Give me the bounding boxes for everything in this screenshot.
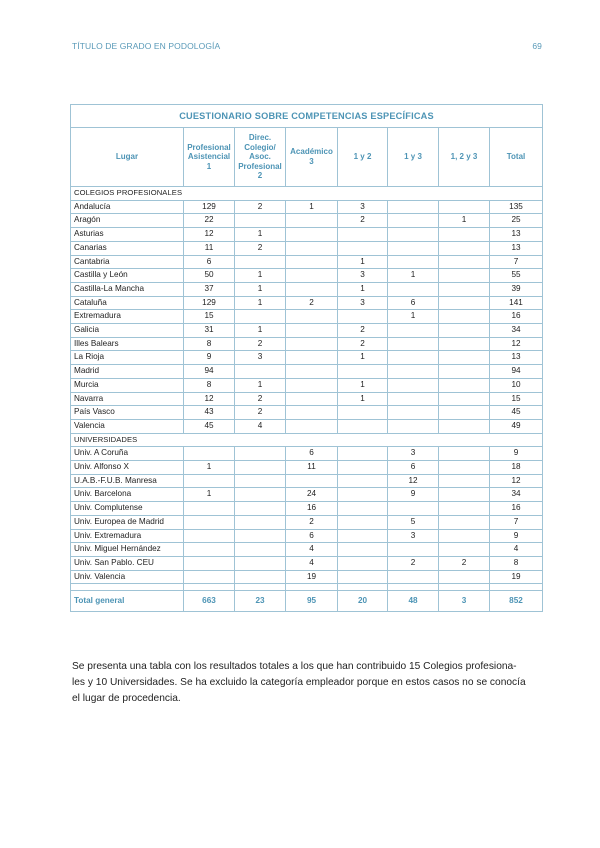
section-label: COLEGIOS PROFESIONALES: [71, 187, 543, 201]
table-cell: 2: [235, 241, 286, 255]
table-cell: [338, 419, 388, 433]
column-header: Direc. Colegio/ Asoc. Profesional 2: [235, 128, 286, 187]
table-cell: 11: [286, 461, 338, 475]
spacer-cell: [490, 584, 543, 591]
table-cell: 15: [184, 310, 235, 324]
table-cell: [439, 474, 490, 488]
table-cell: [235, 214, 286, 228]
running-title: TÍTULO DE GRADO EN PODOLOGÍA: [72, 41, 221, 51]
table-cell: [439, 365, 490, 379]
paragraph-line: el lugar de procedencia.: [72, 693, 181, 704]
row-label: Univ. A Coruña: [71, 447, 184, 461]
table-body: [71, 187, 543, 612]
table-cell: [184, 515, 235, 529]
table-cell: 129: [184, 200, 235, 214]
table-cell: 55: [490, 269, 543, 283]
row-label: Valencia: [71, 419, 184, 433]
row-label: Aragón: [71, 214, 184, 228]
table-cell: [439, 200, 490, 214]
spacer-cell: [439, 584, 490, 591]
table-cell: 6: [286, 447, 338, 461]
table-cell: 1: [235, 296, 286, 310]
table-cell: 19: [286, 570, 338, 584]
table-cell: 4: [490, 543, 543, 557]
table-cell: 7: [490, 515, 543, 529]
table-cell: [184, 570, 235, 584]
row-label: Univ. Barcelona: [71, 488, 184, 502]
row-label: Univ. Europea de Madrid: [71, 515, 184, 529]
table-cell: [286, 351, 338, 365]
table-cell: [439, 310, 490, 324]
table-cell: [439, 419, 490, 433]
table-cell: 16: [490, 310, 543, 324]
table-cell: 7: [490, 255, 543, 269]
table-cell: [235, 515, 286, 529]
table-cell: [235, 365, 286, 379]
table-cell: [388, 324, 439, 338]
table-cell: [338, 488, 388, 502]
total-cell: 3: [439, 591, 490, 612]
table-cell: 13: [490, 228, 543, 242]
table-cell: 12: [388, 474, 439, 488]
table-row: [71, 556, 543, 570]
table-cell: [388, 200, 439, 214]
table-cell: 49: [490, 419, 543, 433]
table-row: [71, 200, 543, 214]
table-cell: [439, 529, 490, 543]
row-label: Madrid: [71, 365, 184, 379]
table-cell: 1: [235, 378, 286, 392]
table-cell: [235, 502, 286, 516]
table-cell: [184, 556, 235, 570]
competencias-table: [70, 104, 543, 612]
table-cell: [338, 228, 388, 242]
table-cell: [286, 324, 338, 338]
table-row: [71, 406, 543, 420]
table-cell: 39: [490, 282, 543, 296]
table-cell: 1: [286, 200, 338, 214]
table-cell: 8: [184, 378, 235, 392]
row-label: Murcia: [71, 378, 184, 392]
table-cell: 2: [235, 200, 286, 214]
table-cell: 3: [388, 529, 439, 543]
section-row: [71, 433, 543, 447]
table-cell: 1: [338, 392, 388, 406]
table-cell: [338, 447, 388, 461]
table-cell: 2: [235, 392, 286, 406]
table-cell: [388, 570, 439, 584]
table-cell: 45: [490, 406, 543, 420]
table-cell: 22: [184, 214, 235, 228]
table-row: [71, 351, 543, 365]
body-paragraph: [72, 659, 544, 707]
table-cell: 9: [388, 488, 439, 502]
table-cell: 43: [184, 406, 235, 420]
page-number: 69: [532, 41, 542, 51]
table-cell: [439, 515, 490, 529]
table-cell: [338, 461, 388, 475]
table-cell: 1: [235, 324, 286, 338]
table-cell: [439, 269, 490, 283]
table-cell: 2: [338, 214, 388, 228]
table-cell: [388, 228, 439, 242]
table-cell: 2: [439, 556, 490, 570]
table-row: [71, 255, 543, 269]
table-cell: [338, 515, 388, 529]
table-cell: [439, 502, 490, 516]
table-row: [71, 228, 543, 242]
row-label: Navarra: [71, 392, 184, 406]
table-cell: 12: [490, 474, 543, 488]
table-cell: [235, 255, 286, 269]
table-cell: [184, 529, 235, 543]
table-cell: [235, 529, 286, 543]
table-cell: 34: [490, 324, 543, 338]
table-cell: [235, 447, 286, 461]
total-cell: 95: [286, 591, 338, 612]
table-cell: [439, 461, 490, 475]
table-cell: 15: [490, 392, 543, 406]
table-row: [71, 241, 543, 255]
table-row: [71, 488, 543, 502]
row-label: U.A.B.-F.U.B. Manresa: [71, 474, 184, 488]
row-label: Univ. Extremadura: [71, 529, 184, 543]
table-cell: 8: [490, 556, 543, 570]
spacer-row: [71, 584, 543, 591]
row-label: Castilla-La Mancha: [71, 282, 184, 296]
table-row: [71, 392, 543, 406]
table-row: [71, 515, 543, 529]
table-header-row: [71, 128, 543, 187]
row-label: Canarias: [71, 241, 184, 255]
table-cell: 31: [184, 324, 235, 338]
row-label: Castilla y León: [71, 269, 184, 283]
table-cell: [235, 556, 286, 570]
table-cell: 24: [286, 488, 338, 502]
table-cell: [338, 529, 388, 543]
table-cell: [235, 488, 286, 502]
row-label: País Vasco: [71, 406, 184, 420]
table-cell: [338, 570, 388, 584]
table-cell: [388, 378, 439, 392]
section-row: [71, 187, 543, 201]
table-cell: [338, 502, 388, 516]
table-cell: [286, 474, 338, 488]
spacer-cell: [184, 584, 235, 591]
table-cell: 1: [388, 310, 439, 324]
table-cell: [338, 543, 388, 557]
table-row: [71, 378, 543, 392]
table-cell: 1: [184, 488, 235, 502]
table-cell: [439, 447, 490, 461]
table-cell: [439, 378, 490, 392]
table-row: [71, 474, 543, 488]
table-cell: [338, 310, 388, 324]
table-cell: 18: [490, 461, 543, 475]
table-cell: [338, 241, 388, 255]
table-cell: 135: [490, 200, 543, 214]
table-cell: [388, 337, 439, 351]
table-row: [71, 310, 543, 324]
total-label: Total general: [71, 591, 184, 612]
table-cell: 1: [338, 282, 388, 296]
table-cell: 1: [338, 351, 388, 365]
table-cell: [439, 570, 490, 584]
table-row: [71, 296, 543, 310]
table-cell: [286, 241, 338, 255]
table-row: [71, 529, 543, 543]
table-cell: [235, 461, 286, 475]
table-cell: [338, 556, 388, 570]
table-row: [71, 337, 543, 351]
table-cell: [184, 543, 235, 557]
table-row: [71, 324, 543, 338]
table-cell: 34: [490, 488, 543, 502]
table-cell: 1: [235, 282, 286, 296]
table-cell: 2: [388, 556, 439, 570]
section-label: UNIVERSIDADES: [71, 433, 543, 447]
table-cell: 45: [184, 419, 235, 433]
table-cell: 10: [490, 378, 543, 392]
row-label: Illes Balears: [71, 337, 184, 351]
table-cell: 3: [338, 296, 388, 310]
table-cell: 16: [286, 502, 338, 516]
running-header: [72, 41, 542, 55]
table-cell: [286, 282, 338, 296]
table-cell: 19: [490, 570, 543, 584]
table-cell: [235, 543, 286, 557]
table-cell: 2: [286, 296, 338, 310]
spacer-cell: [286, 584, 338, 591]
table-cell: [286, 255, 338, 269]
table-row: [71, 282, 543, 296]
table-cell: 6: [388, 296, 439, 310]
table-cell: [388, 365, 439, 379]
table-cell: 1: [338, 255, 388, 269]
table-cell: 13: [490, 241, 543, 255]
spacer-cell: [388, 584, 439, 591]
table-cell: 3: [388, 447, 439, 461]
paragraph-line: Se presenta una tabla con los resultados totales a los que han contribuido 15 Colegios profesiona-: [72, 661, 517, 672]
table-cell: 25: [490, 214, 543, 228]
table-cell: [286, 378, 338, 392]
column-header: Total: [490, 128, 543, 187]
column-header: 1, 2 y 3: [439, 128, 490, 187]
table-cell: 94: [490, 365, 543, 379]
table-cell: [388, 419, 439, 433]
table-cell: [184, 502, 235, 516]
table-cell: 4: [286, 556, 338, 570]
table-cell: 12: [184, 228, 235, 242]
table-cell: 13: [490, 351, 543, 365]
table-cell: 12: [490, 337, 543, 351]
table-cell: [286, 214, 338, 228]
row-label: Asturias: [71, 228, 184, 242]
table-cell: [439, 324, 490, 338]
table-cell: [439, 488, 490, 502]
table-cell: 3: [338, 269, 388, 283]
row-label: Univ. Miguel Hernández: [71, 543, 184, 557]
table-cell: 1: [388, 269, 439, 283]
row-label: Univ. Valencia: [71, 570, 184, 584]
column-header: 1 y 3: [388, 128, 439, 187]
row-label: Extremadura: [71, 310, 184, 324]
table-cell: 8: [184, 337, 235, 351]
table-cell: 9: [184, 351, 235, 365]
table-row: [71, 447, 543, 461]
table-cell: [286, 419, 338, 433]
table-row: [71, 419, 543, 433]
table-cell: 1: [439, 214, 490, 228]
table-row: [71, 543, 543, 557]
table-cell: 5: [388, 515, 439, 529]
table-cell: [388, 502, 439, 516]
total-cell: 20: [338, 591, 388, 612]
table-cell: 1: [184, 461, 235, 475]
table-cell: [388, 392, 439, 406]
table-cell: [388, 351, 439, 365]
table-cell: 12: [184, 392, 235, 406]
table-title: CUESTIONARIO SOBRE COMPETENCIAS ESPECÍFICAS: [71, 105, 543, 128]
table-cell: 2: [286, 515, 338, 529]
table-row: [71, 214, 543, 228]
table-cell: 141: [490, 296, 543, 310]
table-cell: [235, 310, 286, 324]
row-label: Cataluña: [71, 296, 184, 310]
table-cell: 2: [338, 324, 388, 338]
paragraph-line: les y 10 Universidades. Se ha excluido la categoría empleador porque en estos casos no se conocía: [72, 677, 526, 688]
table-cell: [286, 406, 338, 420]
table-cell: 4: [235, 419, 286, 433]
table-row: [71, 461, 543, 475]
row-label: Galicia: [71, 324, 184, 338]
total-cell: 23: [235, 591, 286, 612]
table-cell: [184, 474, 235, 488]
table-cell: 16: [490, 502, 543, 516]
row-label: Andalucía: [71, 200, 184, 214]
table-row: [71, 365, 543, 379]
table-cell: 1: [338, 378, 388, 392]
table-cell: [388, 543, 439, 557]
column-header: Lugar: [71, 128, 184, 187]
table-cell: 2: [338, 337, 388, 351]
table-cell: [338, 365, 388, 379]
table-cell: [439, 228, 490, 242]
table-cell: 2: [235, 406, 286, 420]
table-cell: [439, 255, 490, 269]
table-cell: [286, 392, 338, 406]
row-label: Univ. Alfonso X: [71, 461, 184, 475]
table-cell: 6: [388, 461, 439, 475]
table-cell: 1: [235, 269, 286, 283]
table-cell: [388, 255, 439, 269]
table-cell: 3: [235, 351, 286, 365]
column-header: Académico 3: [286, 128, 338, 187]
table-cell: [286, 228, 338, 242]
table-cell: [286, 337, 338, 351]
row-label: La Rioja: [71, 351, 184, 365]
table-cell: [338, 406, 388, 420]
table-cell: [439, 282, 490, 296]
total-row: [71, 591, 543, 612]
row-label: Cantabria: [71, 255, 184, 269]
table-cell: 50: [184, 269, 235, 283]
table-cell: [439, 543, 490, 557]
column-header: 1 y 2: [338, 128, 388, 187]
table-row: [71, 502, 543, 516]
table-cell: 11: [184, 241, 235, 255]
spacer-cell: [235, 584, 286, 591]
total-cell: 48: [388, 591, 439, 612]
table-cell: [439, 392, 490, 406]
table-cell: 2: [235, 337, 286, 351]
table-cell: 4: [286, 543, 338, 557]
table-cell: [388, 214, 439, 228]
table-cell: 6: [184, 255, 235, 269]
spacer-cell: [338, 584, 388, 591]
table-cell: [338, 474, 388, 488]
table-cell: 129: [184, 296, 235, 310]
table-cell: [286, 269, 338, 283]
table-cell: [439, 296, 490, 310]
table-cell: [439, 337, 490, 351]
table-cell: 37: [184, 282, 235, 296]
table-cell: 9: [490, 447, 543, 461]
table-cell: [286, 310, 338, 324]
table-cell: 94: [184, 365, 235, 379]
total-cell: 852: [490, 591, 543, 612]
table-cell: [235, 474, 286, 488]
table-cell: [388, 406, 439, 420]
row-label: Univ. San Pablo. CEU: [71, 556, 184, 570]
table-cell: [184, 447, 235, 461]
table-cell: 9: [490, 529, 543, 543]
column-header: Profesional Asistencial 1: [184, 128, 235, 187]
table-cell: 1: [235, 228, 286, 242]
spacer-cell: [71, 584, 184, 591]
table-cell: [286, 365, 338, 379]
table-cell: 6: [286, 529, 338, 543]
table-cell: [388, 282, 439, 296]
total-cell: 663: [184, 591, 235, 612]
table-cell: [439, 241, 490, 255]
table-cell: [388, 241, 439, 255]
table-cell: [439, 406, 490, 420]
table-cell: [439, 351, 490, 365]
row-label: Univ. Complutense: [71, 502, 184, 516]
table-row: [71, 570, 543, 584]
table-cell: 3: [338, 200, 388, 214]
table-cell: [235, 570, 286, 584]
table-row: [71, 269, 543, 283]
